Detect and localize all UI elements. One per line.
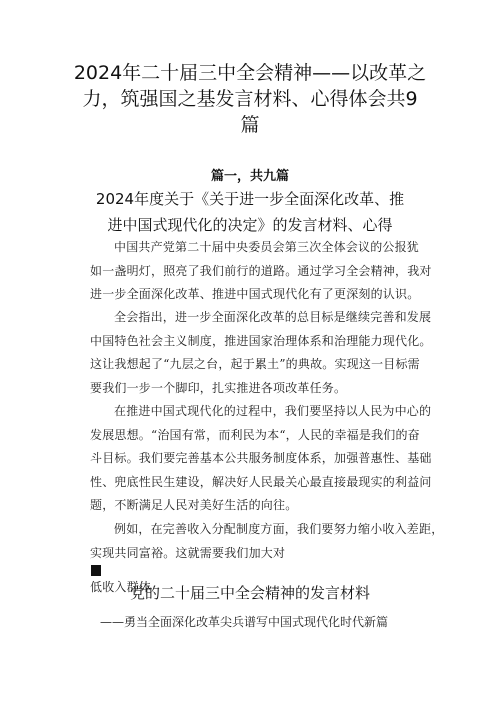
- document-title-line: 2024年二十届三中全会精神——以改革之: [73, 62, 427, 84]
- document-title-line: 篇: [240, 114, 260, 136]
- paragraph: [90, 400, 432, 518]
- paragraph-line: 发展思想。“治国有常，而利民为本“，人民的幸福是我们的奋: [90, 427, 420, 442]
- paragraph-line: 例如，在完善收入分配制度方面，我们要努力缩小收入差距，: [114, 522, 444, 536]
- paragraph-line: 如一盏明灯，照亮了我们前行的道路。通过学习全会精神，我对: [90, 263, 432, 278]
- paragraph-line: 这让我想起了“九层之台，起于累土”的典故。实现这一目标需: [90, 357, 420, 371]
- paragraph-line: 题，不断满足人民对美好生活的向往。: [90, 498, 298, 512]
- paragraph-line: 中国特色社会主义制度，推进国家治理体系和治理能力现代化。: [90, 333, 432, 348]
- section-title: [80, 186, 420, 238]
- section-title: [80, 580, 420, 606]
- document-title-line: 力，筑强国之基发言材料、心得体会共9: [82, 88, 418, 110]
- document-title: [70, 60, 430, 138]
- redaction-mark: [91, 565, 101, 576]
- paragraph-line: 中国共产党第二十届中央委员会第三次全体会议的公报犹: [114, 240, 420, 254]
- paragraph-line: 性、兜底性民生建设，解决好人民最关心最直接最现实的利益问: [90, 474, 432, 489]
- section-subtitle: ——勇当全面深化改革尖兵谱写中国式现代化时代新篇: [100, 615, 389, 629]
- paragraph-line: 斗目标。我们要完善基本公共服务制度体系，加强普惠性、基础: [90, 451, 432, 465]
- section-title-line: 党的二十届三中全会精神的发言材料: [129, 584, 370, 602]
- paragraph-line: 进一步全面深化改革、推进中国式现代化有了更深刻的认识。: [90, 287, 420, 301]
- section-title-line: 进中国式现代化的决定》的发言材料、心得: [107, 216, 393, 234]
- paragraph: [90, 236, 432, 307]
- paragraph-line: 全会指出，进一步全面深化改革的总目标是继续完善和发展: [114, 310, 432, 324]
- section-title-line: 2024年度关于《关于进一步全面深化改革、推: [95, 190, 405, 208]
- paragraph-line: 在推进中国式现代化的过程中，我们要坚持以人民为中心的: [114, 404, 432, 418]
- paragraph-text: 实现共同富裕。这就需要我们加大对: [90, 545, 286, 560]
- paragraph-text: 低收入群体: [90, 580, 152, 594]
- part-heading: 篇一，共九篇: [210, 169, 289, 184]
- paragraph: [90, 306, 432, 400]
- paragraph-line: 要我们一步一个脚印，扎实推进各项改革任务。: [90, 380, 347, 395]
